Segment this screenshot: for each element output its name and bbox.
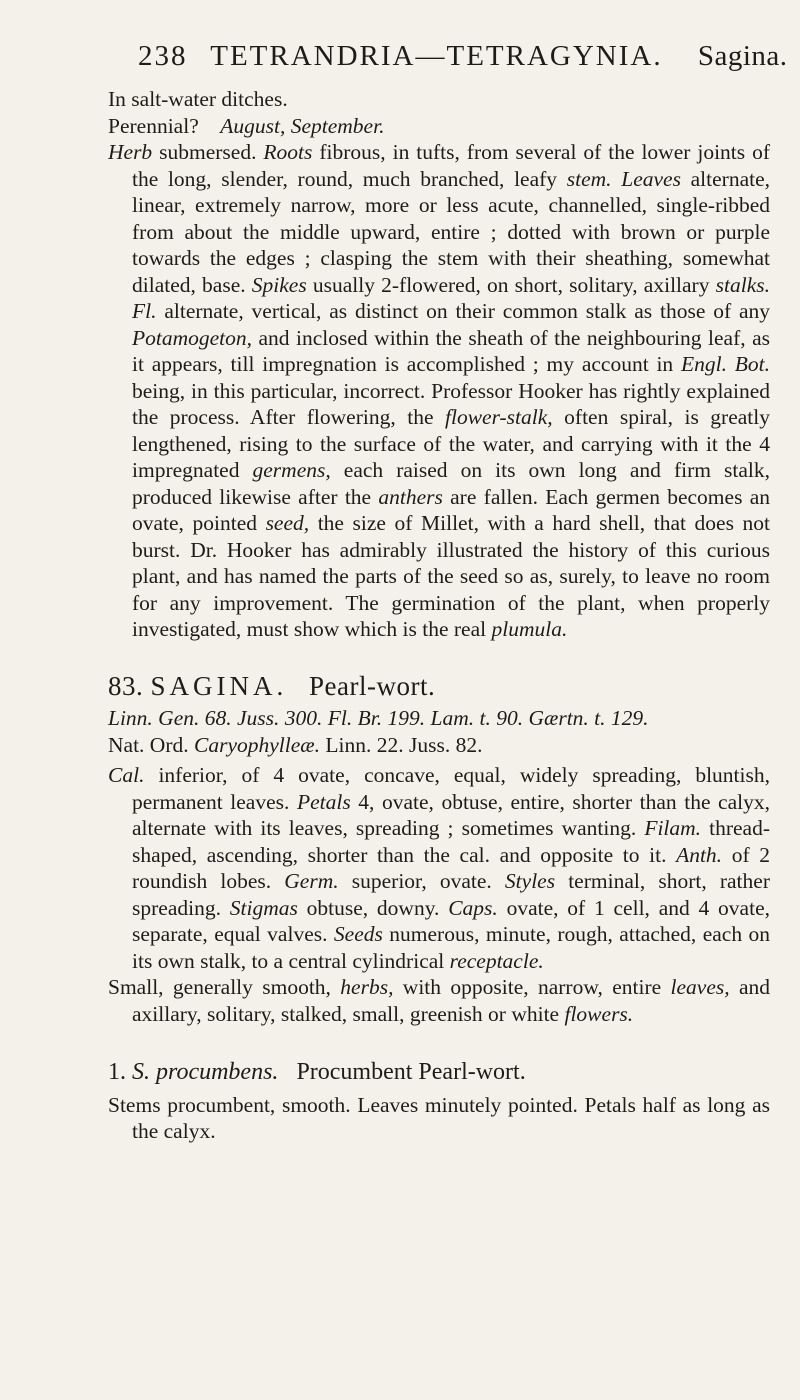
species-description (108, 139, 770, 643)
text-run: 4, ovate, obtuse, entire, shorter than the calyx, alternate with its leaves, spreading ; sometimes wanting. (132, 789, 770, 840)
italic-term: Petals (296, 789, 351, 814)
italic-term: herbs, (340, 975, 394, 999)
italic-term: Leaves (621, 166, 681, 191)
species-diagnosis: Stems procumbent, smooth. Leaves minutely pointed. Petals half as long as the calyx. (108, 1092, 770, 1143)
genus-number: 83. (108, 670, 144, 701)
text-run: thread-shaped, ascending, shorter than the cal. and opposite to it. (132, 816, 770, 867)
species-common-name: Procumbent Pearl-wort. (296, 1059, 526, 1085)
italic-term: anthers (378, 484, 443, 509)
text-run: and inclosed within the sheath of the neighbouring leaf, as it appears, till impregnation is accomplished ; my account in (132, 325, 770, 376)
italic-term: stalks. (715, 272, 770, 297)
text-run: ovate, of 1 cell, and 4 ovate, separate, equal valves. (132, 895, 770, 946)
genus-heading (108, 670, 770, 701)
italic-term: stem. (566, 166, 612, 191)
running-header (138, 40, 788, 73)
italic-term: germens, (252, 458, 331, 482)
italic-term: Caps. (448, 895, 498, 920)
text-run: fibrous, in tufts, from several of the lower joints of the long, slender, round, much branched, leafy (132, 140, 771, 191)
text-run: Small, generally smooth, (108, 975, 341, 999)
text-run: usually 2-flowered, on short, solitary, axillary (306, 272, 716, 297)
italic-term: Herb (108, 140, 153, 164)
natural-order-suffix: Linn. 22. Juss. 82. (319, 732, 483, 757)
italic-term: Stigmas (229, 895, 298, 920)
italic-term: leaves, (670, 975, 730, 999)
text-run: often spiral, is greatly lengthened, rising to the surface of the water, and carrying with it the 4 impregnated (132, 405, 770, 482)
italic-term: Seeds (333, 922, 383, 946)
text-run: are fallen. Each germen becomes an ovate, pointed (132, 484, 770, 535)
natural-order (108, 732, 770, 759)
page-body (108, 86, 770, 1145)
text-run: of 2 roundish lobes. (132, 842, 770, 893)
flowering-time: August, September. (220, 113, 385, 138)
genus-common-name: Pearl-wort. (309, 670, 436, 701)
text-run: the size of Millet, with a hard shell, that does not burst. Dr. Hooker has admirably illustrated the history of this curious plant, and has named the parts of the seed so as, surely, to leave no room for any improvement. The germination of the plant, when properly investigated, must show which is the real (132, 511, 770, 641)
italic-term: Potamogeton, (132, 325, 253, 350)
genus-name: SAGINA. (150, 670, 288, 701)
text-run: each raised on its own long and firm stalk, produced likewise after the (132, 458, 770, 509)
text-run: obtuse, downy. (297, 895, 449, 920)
species-number: 1. (108, 1059, 126, 1085)
text-run: with opposite, narrow, entire (393, 975, 671, 999)
italic-term: Engl. Bot. (680, 352, 770, 376)
duration-line (108, 113, 770, 140)
italic-term: Cal. (108, 763, 145, 787)
italic-term: Germ. (284, 869, 339, 893)
genus-character (108, 762, 770, 974)
italic-term: plumula. (491, 617, 568, 641)
natural-order-name: Caryophylleæ. (193, 732, 320, 757)
habitat-line: In salt-water ditches. (108, 87, 288, 111)
italic-term: seed, (265, 511, 310, 535)
text-run: alternate, linear, extremely narrow, more or less acute, channelled, single-ribbed from about the middle upward, entire ; dotted with brown or purple towards the edges ; clasping the stem with their sheathing, somewhat dilated, base. (132, 166, 771, 297)
natural-order-prefix: Nat. Ord. (108, 732, 194, 757)
header-genus: Sagina. (697, 40, 788, 72)
italic-term: Spikes (251, 272, 307, 297)
italic-term: flower-stalk, (445, 405, 553, 429)
italic-term: Fl. (132, 299, 157, 323)
duration: Perennial? (108, 113, 199, 138)
italic-term: Styles (504, 869, 556, 893)
text-run (612, 167, 622, 191)
species-heading (108, 1059, 770, 1086)
text-run: inferior, of 4 ovate, concave, equal, widely spreading, bluntish, permanent leaves. (132, 763, 770, 814)
species-name: S. procumbens. (132, 1059, 279, 1085)
italic-term: Filam. (644, 816, 702, 840)
text-run: and axillary, solitary, stalked, small, greenish or white (132, 975, 771, 1026)
italic-term: Anth. (676, 842, 723, 867)
text-run: being, in this particular, incorrect. Professor Hooker has rightly explained the process. After flowering, the (132, 378, 770, 429)
italic-term: receptacle. (449, 948, 544, 973)
page-number: 238 (138, 40, 188, 72)
text-run: submersed. (152, 140, 264, 164)
text-run: alternate, vertical, as distinct on their common stalk as those of any (156, 299, 770, 323)
italic-term: flowers. (564, 1001, 634, 1026)
text-run: terminal, short, rather spreading. (132, 869, 770, 920)
genus-references (108, 705, 770, 732)
header-title: TETRANDRIA—TETRAGYNIA. (210, 40, 663, 72)
references-text: Linn. Gen. 68. Juss. 300. Fl. Br. 199. Lam. t. 90. Gærtn. t. 129. (108, 706, 649, 730)
text-run: superior, ovate. (338, 869, 505, 893)
italic-term: Roots (263, 140, 313, 164)
text-run: numerous, minute, rough, attached, each on its own stalk, to a central cylindrical (132, 922, 770, 973)
genus-habit (108, 974, 770, 1027)
